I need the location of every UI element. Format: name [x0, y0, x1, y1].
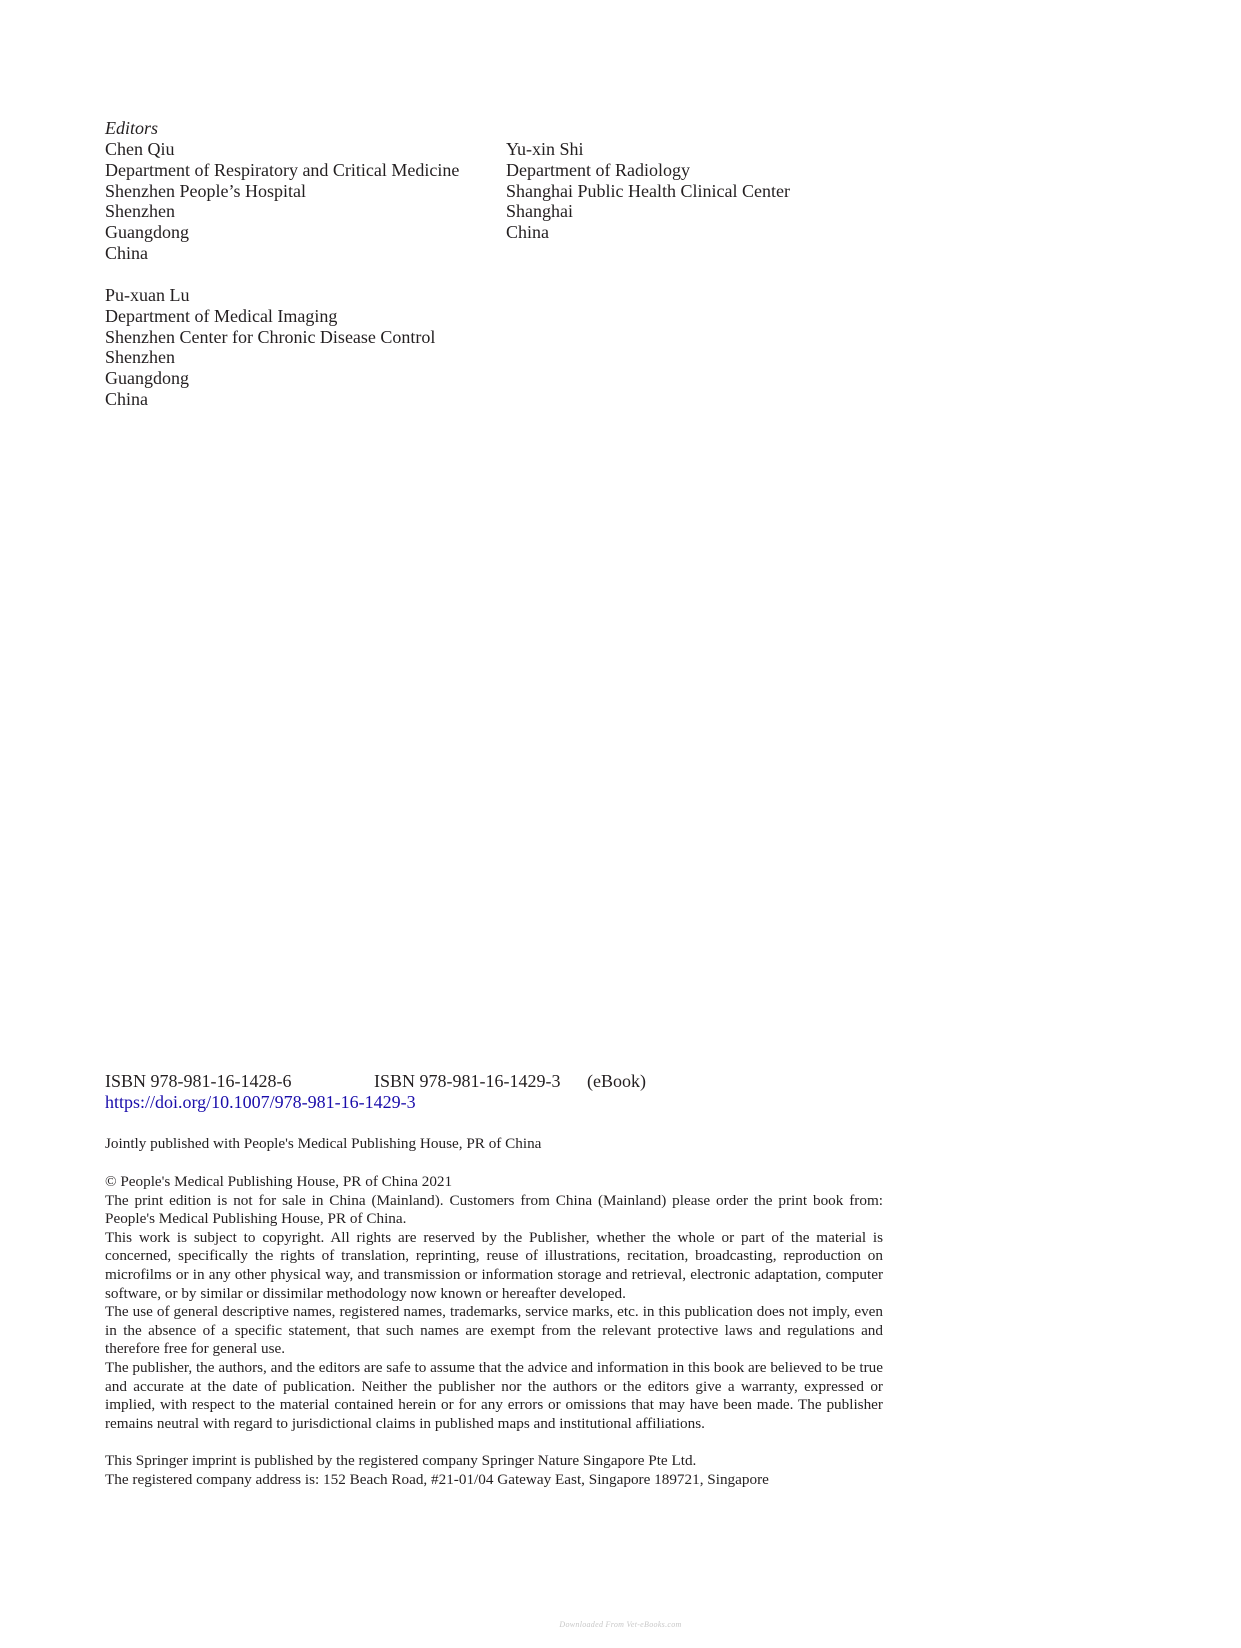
editor-affiliation-line: Shenzhen Center for Chronic Disease Control [105, 326, 436, 347]
editor-pu-xuan-lu [105, 285, 435, 410]
jointly-published-text: Jointly published with People's Medical Publishing House, PR of China [105, 1135, 542, 1152]
editor-affiliation-line: Shenzhen [105, 201, 175, 222]
editor-chen-qiu [105, 139, 459, 264]
isbn-row [105, 1071, 646, 1092]
editor-affiliation-line: Department of Radiology [506, 159, 690, 180]
editor-affiliation-line: Guangdong [105, 222, 189, 243]
editor-affiliation-line: China [105, 242, 148, 263]
copyright-line: © People's Medical Publishing House, PR of China 2021 [105, 1173, 453, 1190]
editor-yu-xin-shi [506, 139, 790, 243]
copyright-block [105, 1173, 883, 1433]
rights-paragraph: This work is subject to copyright. All rights are reserved by the Publisher, whether the whole or part of the material is concerned, specifically the rights of translation, reprinting, reuse of illustrations, recitation, broadcasting, reproduction on microfilms or in any other physical way, and transmission or information storage and retrieval, electronic adaptation, computer software, or by similar or dissimilar methodology now known or hereafter developed. [105, 1228, 883, 1302]
sale-restriction-paragraph: The print edition is not for sale in China (Mainland). Customers from China (Mainland) please order the print book from: People's Medical Publishing House, PR of China. [105, 1191, 883, 1228]
editors-heading: Editors [105, 118, 159, 138]
editor-affiliation-line: China [105, 388, 148, 409]
isbn-ebook-note: (eBook) [587, 1071, 646, 1091]
trademark-paragraph: The use of general descriptive names, registered names, trademarks, service marks, etc. in this publication does not imply, even in the absence of a specific statement, that such names are exempt from the relevant protective laws and regulations and therefore free for general use. [105, 1303, 883, 1358]
editor-name: Chen Qiu [105, 139, 175, 159]
editor-affiliation-line: Department of Medical Imaging [105, 305, 338, 326]
download-watermark: Downloaded From Vet-eBooks.com [559, 1620, 682, 1629]
editor-name: Pu-xuan Lu [105, 285, 190, 305]
editor-affiliation-line: Shanghai [506, 201, 573, 222]
doi-link[interactable]: https://doi.org/10.1007/978-981-16-1429-3 [105, 1092, 416, 1112]
editor-affiliation-line: Department of Respiratory and Critical Medicine [105, 159, 460, 180]
editor-name: Yu-xin Shi [506, 139, 584, 159]
company-address-line: The registered company address is: 152 Beach Road, #21-01/04 Gateway East, Singapore 189721, Singapore [105, 1470, 769, 1488]
editor-affiliation-line: Shanghai Public Health Clinical Center [506, 180, 790, 201]
editor-affiliation-line: Shenzhen [105, 347, 175, 368]
editor-affiliation-line: China [506, 222, 549, 243]
editor-affiliation-line: Guangdong [105, 368, 189, 389]
imprint-line: This Springer imprint is published by the registered company Springer Nature Singapore Pte Ltd. [105, 1452, 697, 1469]
jointly-published-note [105, 1135, 883, 1154]
editor-affiliation-line: Shenzhen People’s Hospital [105, 180, 306, 201]
isbn-print: ISBN 978-981-16-1428-6 [105, 1071, 292, 1091]
isbn-ebook: ISBN 978-981-16-1429-3 [374, 1071, 561, 1091]
imprint-block [105, 1452, 883, 1489]
disclaimer-paragraph: The publisher, the authors, and the editors are safe to assume that the advice and information in this book are believed to be true and accurate at the date of publication. Neither the publisher nor the authors or the editors give a warranty, expressed or implied, with respect to the material contained herein or for any errors or omissions that may have been made. The publisher remains neutral with regard to jurisdictional claims in published maps and institutional affiliations. [105, 1358, 883, 1432]
